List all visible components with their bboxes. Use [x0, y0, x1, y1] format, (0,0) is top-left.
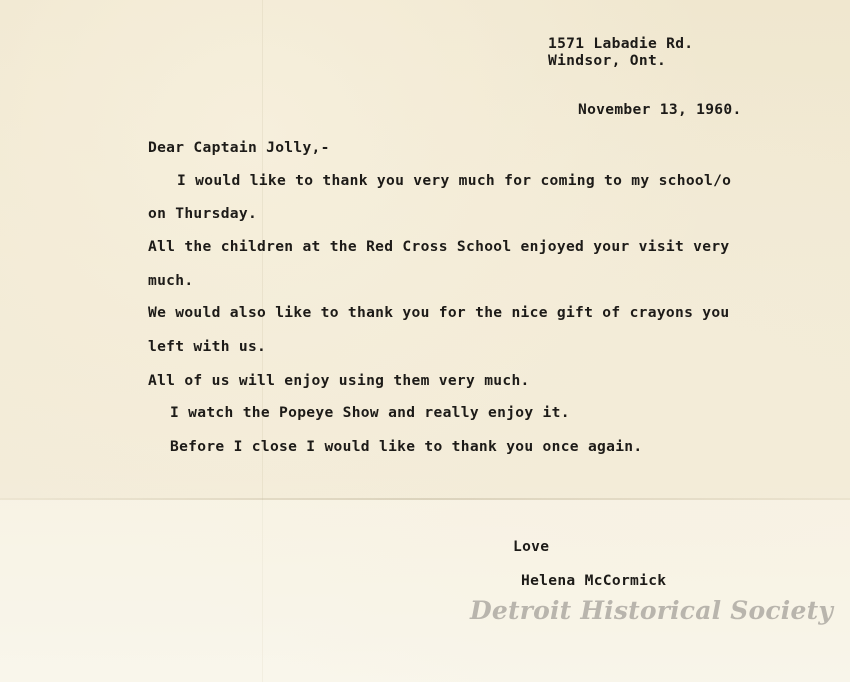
- letter-date: November 13, 1960.: [578, 101, 742, 118]
- signature-name: Helena McCormick: [521, 572, 667, 589]
- address-line-1: 1571 Labadie Rd.: [548, 35, 694, 52]
- body-line-2: on Thursday.: [148, 205, 258, 222]
- body-line-3: All the children at the Red Cross School enjoyed your visit very: [148, 238, 730, 255]
- body-line-4: much.: [148, 272, 194, 289]
- body-line-8: I watch the Popeye Show and really enjoy it.: [170, 404, 570, 421]
- body-line-9: Before I close I would like to thank you once again.: [170, 438, 643, 455]
- body-line-5: We would also like to thank you for the nice gift of crayons you: [148, 304, 730, 321]
- body-line-7: All of us will enjoy using them very much.: [148, 372, 530, 389]
- closing: Love: [513, 538, 550, 555]
- body-line-6: left with us.: [148, 338, 267, 355]
- salutation: Dear Captain Jolly,-: [148, 139, 330, 156]
- paper-lower-panel: [0, 500, 850, 682]
- address-line-2: Windsor, Ont.: [548, 52, 667, 69]
- body-line-1: I would like to thank you very much for coming to my school/o: [177, 172, 732, 189]
- watermark-logo: Detroit Historical Society: [470, 596, 834, 625]
